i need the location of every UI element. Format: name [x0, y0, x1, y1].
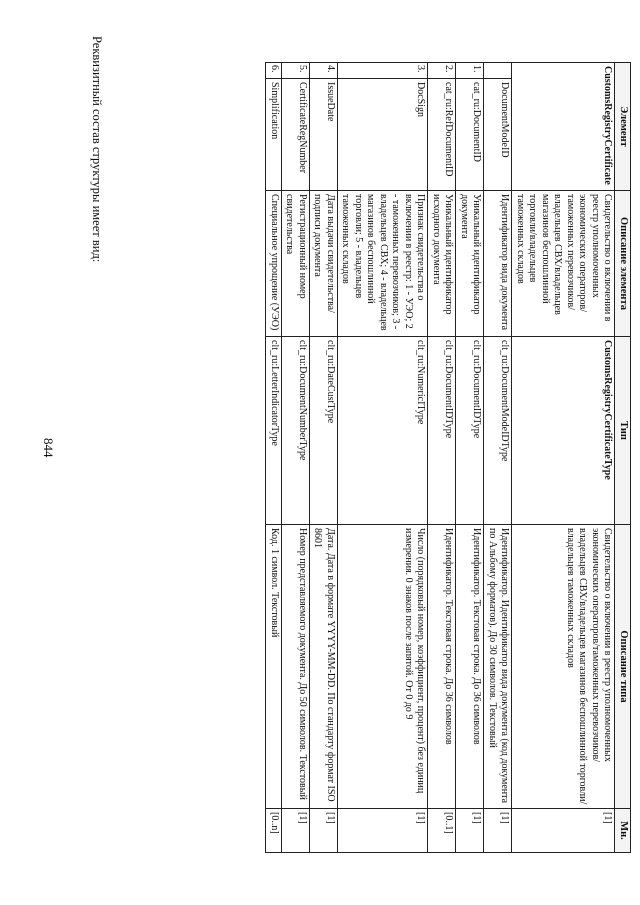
model-type: clt_ru:DocumentModeIDType [484, 337, 512, 525]
root-multiplicity: [1] [512, 809, 615, 853]
row-description: Регистрационный номер свидетельства [282, 191, 310, 337]
root-type: CustomsRegistryCertificateType [512, 337, 615, 525]
row-description: Дата выдачи свидетельства/подписи документа [310, 191, 338, 337]
table-row-root [512, 63, 615, 853]
row-multiplicity: [1] [310, 809, 338, 853]
row-element: IssueDate [310, 79, 338, 191]
row-element: CertificateRegNumber [282, 79, 310, 191]
row-description: Признак свидетельства о включении в реестр: 1 - УЭО; 2 - таможенных перевозчиков; 3 - владельцев СВХ; 4 - владельцев магазинов беспошлинной торговли; 5 - владельцев таможенных складов [338, 191, 429, 337]
root-description: Свидетельство о включении в реестр уполномоченных экономических операторов/таможенных перевозчиков/владельцев СВХ/владельцев магазинов беспошлинной торговли/владельцев таможенных складов [512, 191, 615, 337]
row-description: Специальное упрощение (УЭО) [266, 191, 282, 337]
table-row [310, 63, 338, 853]
row-type-description: Дата. Дата в формате YYYY-MM-DD. По стандарту формат ISO 8601 [310, 525, 338, 809]
row-num: 4. [310, 63, 338, 79]
table-row-model [484, 63, 512, 853]
row-num: 2. [428, 63, 456, 79]
row-description: Уникальный идентификатор исходного документа [428, 191, 456, 337]
row-type: clt_ru:DateCustType [310, 337, 338, 525]
row-multiplicity: [1] [282, 809, 310, 853]
row-type-description: Идентификатор. Текстовая строка. До 36 символов [428, 525, 456, 809]
header-element-description: Описание элемента [615, 191, 631, 337]
root-element: CustomsRegistryCertificate [512, 63, 615, 191]
row-type: clt_ru:DocumentIDType [428, 337, 456, 525]
table-header-row [615, 63, 631, 853]
row-type: clt_ru:LetterIndicatorType [266, 337, 282, 525]
model-description: Идентификатор вида документа [484, 191, 512, 337]
row-multiplicity: [0..1] [428, 809, 456, 853]
row-num: 1. [456, 63, 484, 79]
header-multiplicity: Мн. [615, 809, 631, 853]
table-row [338, 63, 429, 853]
intro-text: Реквизитный состав структуры имеет вид: [90, 36, 104, 263]
row-num: 3. [338, 63, 429, 79]
root-type-description: Свидетельство о включении в реестр уполномоченных экономических операторов/таможенных перевозчиков/владельцев СВХ/владельцев магазинов беспошлинной торговли/владельцев таможенных складов [512, 525, 615, 809]
model-multiplicity: [1] [484, 809, 512, 853]
row-element: Simplification [266, 79, 282, 191]
row-type: clt_ru:DocumentIDType [456, 337, 484, 525]
row-element: DocSign [338, 79, 429, 191]
header-type-description: Описание типа [615, 525, 631, 809]
table-row [428, 63, 456, 853]
row-type-description: Номер представляемого документа. До 50 символов. Текстовый [282, 525, 310, 809]
row-type: clt_ru:DocumentNumberType [282, 337, 310, 525]
page-number: 844 [41, 438, 56, 458]
model-num [484, 63, 512, 79]
row-multiplicity: [1] [338, 809, 429, 853]
structure-table [266, 62, 632, 853]
row-multiplicity: [1] [456, 809, 484, 853]
row-type-description: Код. 1 символ. Текстовый [266, 525, 282, 809]
row-element: cat_ru:RefDocumentID [428, 79, 456, 191]
model-type-description: Идентификатор. Идентификатор вида документа (код документа по Альбому форматов). До 30 символов. Текстовый [484, 525, 512, 809]
row-type: clt_ru:NumericIType [338, 337, 429, 525]
row-num: 6. [266, 63, 282, 79]
header-type: Тип [615, 337, 631, 525]
header-element: Элемент [615, 63, 631, 191]
row-num: 5. [282, 63, 310, 79]
table-row [266, 63, 282, 853]
table-row [456, 63, 484, 853]
row-type-description: Идентификатор. Текстовая строка. До 36 символов [456, 525, 484, 809]
row-description: Уникальный идентификатор документа [456, 191, 484, 337]
row-type-description: Число (порядковый номер, коэффициент, процент) без единиц измерения. 0 знаков после запятой. От 0 до 9 [338, 525, 429, 809]
row-multiplicity: [0..n] [266, 809, 282, 853]
table-row [282, 63, 310, 853]
row-element: cat_ru:DocumentID [456, 79, 484, 191]
model-element: DocumentModeID [484, 79, 512, 191]
